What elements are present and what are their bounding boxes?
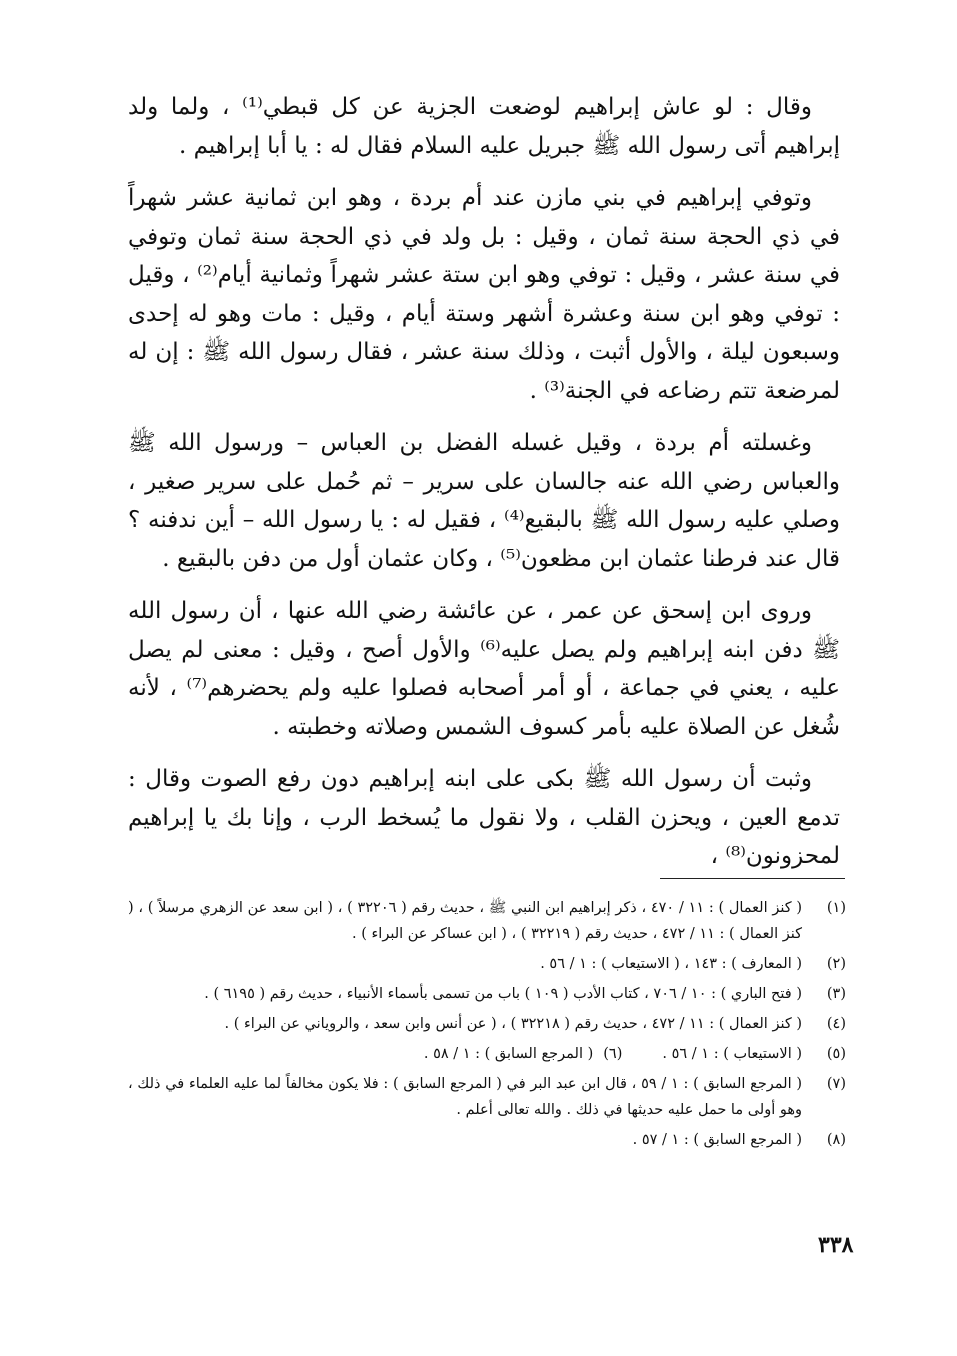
footnote-2 <box>128 951 846 977</box>
footnote-1 <box>128 895 846 947</box>
footnote-number: (٧) <box>826 1076 846 1092</box>
footnote-number: (٤) <box>826 1016 846 1032</box>
paragraph-2: وتوفي إبراهيم في بني مازن عند أم بردة ، وهو ابن ثمانية عشر شهراً في ذي الحجة سنة ثمان ، وقيل : بل ولد في ذي الحجة سنة ثمان وتوفي في سنة عشر ، وقيل : توفي وهو ابن ستة عشر شهراً وثمانية أيام⁽²⁾ ، وقيل : توفي وهو ابن سنة وعشرة أشهر وستة أيام ، وقيل : مات وهو له إحدى وسبعون ليلة ، والأول أثبت ، وذلك سنة عشر ، فقال رسول الله ﷺ : إن له لمرضعة تتم رضاعه في الجنة⁽³⁾ . <box>128 185 840 404</box>
footnote-4 <box>128 1011 846 1037</box>
footnote-text: ( كنز العمال ) : ١١ / ٤٧٢ ، حديث رقم ( ٣٢٢١٨ ) ، ( عن أنس وابن سعد ، والروياني عن البراء ) . <box>224 1016 802 1032</box>
footnote-number: (٢) <box>826 956 846 972</box>
footnote-text: ( المعارف ) : ١٤٣ ، ( الاستيعاب ) : ١ / ٥٦ . <box>540 956 802 972</box>
paragraph-5: وثبت أن رسول الله ﷺ بكى على ابنه إبراهيم دون رفع الصوت وقال : تدمع العين ، ويحزن القلب ، ولا نقول ما يُسخط الرب ، وإنا بك يا إبراهيم لمحزونون⁽⁸⁾ ، <box>128 766 840 869</box>
footnote-5-6 <box>128 1041 846 1067</box>
footnote-3 <box>128 981 846 1007</box>
footnote-text: ( الاستيعاب ) : ١ / ٥٦ . <box>662 1046 802 1062</box>
footnote-text-pair <box>128 1041 802 1067</box>
footnote-separator <box>660 878 845 879</box>
footnote-8 <box>128 1127 846 1153</box>
page-number: ٣٣٨ <box>818 1232 854 1258</box>
footnotes <box>128 895 846 1157</box>
footnote-text: ( المرجع السابق ) : ١ / ٥٧ . <box>632 1132 802 1148</box>
footnote-number: (٣) <box>826 986 846 1002</box>
main-text <box>128 88 840 890</box>
footnote-text: ( كنز العمال ) : ١١ / ٤٧٠ ، ذكر إبراهيم ابن النبي ﷺ ، حديث رقم ( ٣٢٢٠٦ ) ، ( ابن سعد عن الزهري مرسلاً ) ، ( كنز العمال ) : ١١ / ٤٧٢ ، حديث رقم ( ٣٢٢١٩ ) ، ( ابن عساكر عن البراء ) . <box>128 900 802 942</box>
footnote-text: ( فتح الباري ) : ١٠ / ٧٠٦ ، كتاب الأدب ( ١٠٩ ) باب من تسمى بأسماء الأنبياء ، حديث رقم ( ٦١٩٥ ) . <box>204 986 802 1002</box>
footnote-gap <box>622 1041 662 1067</box>
paragraph-4: وروى ابن إسحق عن عمر ، عن عائشة رضي الله عنها ، أن رسول الله ﷺ دفن ابنه إبراهيم ولم يصل عليه⁽⁶⁾ والأول أصح ، وقيل : معنى لم يصل عليه ، يعني في جماعة ، أو أمر أصحابه فصلوا عليه ولم يحضرهم⁽⁷⁾ ، لأنه شُغل عن الصلاة عليه بأمر كسوف الشمس وصلاته وخطبته . <box>128 598 841 740</box>
footnote-number: (١) <box>826 900 846 916</box>
footnote-number: (٨) <box>826 1132 846 1148</box>
footnote-number: (٦) <box>603 1046 623 1062</box>
paragraph-1: وقال : لو عاش إبراهيم لوضعت الجزية عن كل قبطي⁽¹⁾ ، ولما ولد إبراهيم أتى رسول الله ﷺ جبريل عليه السلام فقال له : يا أبا إبراهيم . <box>128 94 840 159</box>
footnote-text: ( المرجع السابق ) : ١ / ٥٨ . <box>423 1046 594 1062</box>
footnote-7 <box>128 1071 846 1123</box>
footnote-text: ( المرجع السابق ) : ١ / ٥٩ ، قال ابن عبد البر في ( المرجع السابق ) : فلا يكون مخالفاً لما عليه العلماء في ذلك ، وهو أولى ما حمل عليه حديثها في ذلك . والله تعالى أعلم . <box>128 1076 803 1118</box>
paragraph-3: وغسلته أم بردة ، وقيل غسله الفضل بن العباس – ورسول الله ﷺ والعباس رضي الله عنه جالسان على سرير – ثم حُمل على سرير صغير ، وصلي عليه رسول الله ﷺ بالبقيع⁽⁴⁾ ، فقيل له : يا رسول الله – أين ندفنه ؟ قال عند فرطنا عثمان ابن مظعون⁽⁵⁾ ، وكان عثمان أول من دفن بالبقيع . <box>128 430 840 572</box>
footnote-number: (٥) <box>826 1046 846 1062</box>
